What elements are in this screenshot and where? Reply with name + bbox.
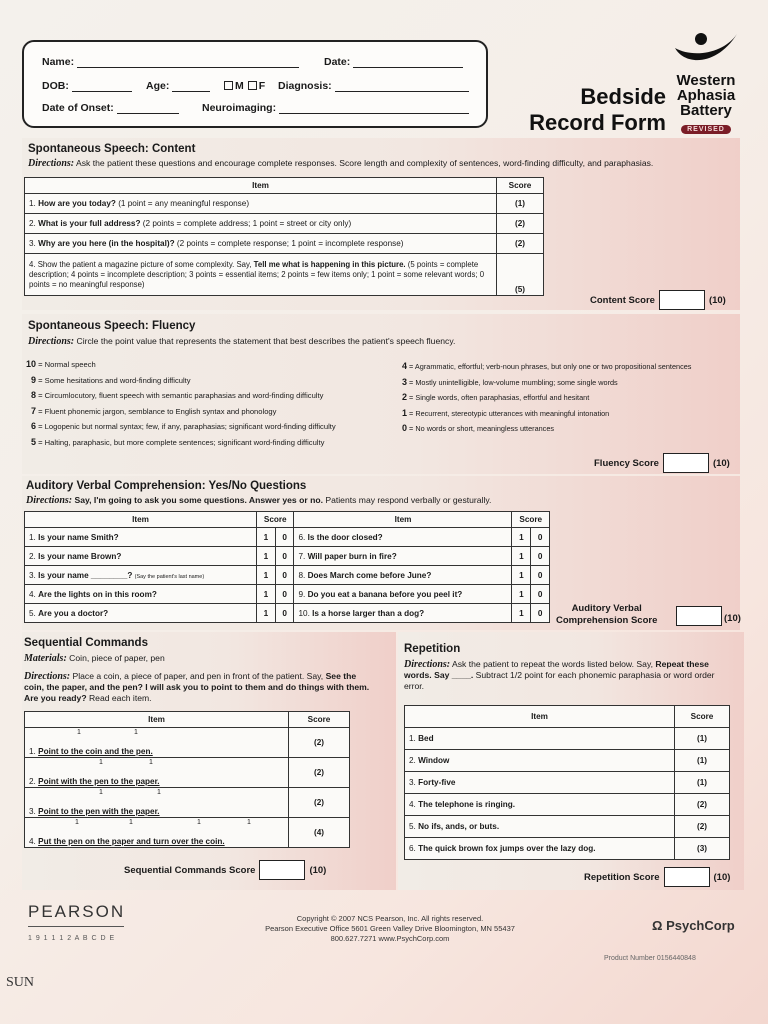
handwritten-mark: SUN: [6, 975, 35, 990]
pearson-underline: [28, 926, 124, 927]
fluency-option[interactable]: 0 = No words or short, meaningless utterances: [402, 423, 555, 433]
sequential-title: Sequential Commands: [24, 637, 148, 649]
sequential-score-box[interactable]: [259, 860, 305, 880]
sequential-materials: Materials: Coin, piece of paper, pen: [24, 653, 165, 664]
fluency-scale-left: [26, 357, 336, 450]
col-item-header: Item: [25, 178, 497, 194]
repetition-score-box[interactable]: [664, 867, 710, 887]
revised-badge: REVISED: [681, 125, 731, 134]
fluency-option[interactable]: 1 = Recurrent, stereotypic utterances with meaningful intonation: [402, 407, 610, 418]
fluency-option[interactable]: 4 = Agrammatic, effortful; verb-noun phrases, but only one or two propositional sentences: [402, 361, 692, 371]
fluency-score-box[interactable]: [663, 453, 709, 473]
sex-field[interactable]: M F: [220, 80, 265, 92]
content-directions: Directions: Ask the patient these questions and encourage complete responses. Score length and complexity of sentences, word-finding difficulty, and paraphasias.: [28, 158, 654, 169]
table-row: 1. How are you today? (1 point = any meaningful response) (1): [25, 194, 544, 214]
table-row: 3. Forty-five (1): [405, 772, 730, 794]
table-row: 1 1 1 1 4. Put the pen on the paper and turn over the coin. (4): [25, 818, 350, 848]
auditory-directions: Directions: Say, I'm going to ask you some questions. Answer yes or no. Patients may respond verbally or gesturally.: [26, 495, 492, 506]
table-row: 3. Is your name ________? (Say the patient's last name) 1 0 8. Does March come before June? 1 0: [25, 566, 550, 585]
psychcorp-logo: Ω PsychCorp: [652, 918, 735, 933]
table-row: 4. Are the lights on in this room? 1 0 9. Do you eat a banana before you peel it? 1 0: [25, 585, 550, 604]
table-row: 1 1 3. Point to the pen with the paper. (2): [25, 788, 350, 818]
sequential-table: Item Score 1 1 1. Point to the coin and the pen. (2) 1 1 2. Point with the pen to the paper. (2) 1 1 3. Point to the pen with the paper. (2) 1 1 1 1 4. Put the pen on the paper and turn over the coin. (4): [24, 711, 350, 848]
name-field[interactable]: Name:: [42, 56, 299, 68]
fluency-option[interactable]: 7 = Fluent phonemic jargon, semblance to English syntax and phonology: [31, 405, 277, 416]
table-row: 2. Is your name Brown? 1 0 7. Will paper burn in fire? 1 0: [25, 547, 550, 566]
product-number: Product Number 0156440848: [604, 955, 696, 962]
repetition-table: Item Score 1. Bed (1) 2. Window (1) 3. Forty-five (1) 4. The telephone is ringing. (2) 5. No ifs, ands, or buts. (2) 6. The quick brown fox jumps over the lazy dog. (3): [404, 705, 730, 860]
dob-field[interactable]: DOB:: [42, 80, 132, 92]
fluency-title: Spontaneous Speech: Fluency: [28, 320, 196, 332]
fluency-directions: Directions: Circle the point value that represents the statement that best describes the patient's speech fluency.: [28, 336, 456, 347]
repetition-score: Repetition Score (10): [584, 867, 730, 887]
copyright-block: Copyright © 2007 NCS Pearson, Inc. All rights reserved. Pearson Executive Office 5601 Green Valley Drive Bloomington, MN 55437 800.627.7271 www.PsychCorp.com: [265, 914, 515, 943]
auditory-score-label: Auditory Verbal Comprehension Score: [556, 603, 658, 626]
onset-field[interactable]: Date of Onset:: [42, 102, 179, 114]
content-score-box[interactable]: [659, 290, 705, 310]
content-table: [24, 177, 544, 296]
fluency-option[interactable]: 3 = Mostly unintelligible, low-volume mumbling; some single words: [402, 376, 618, 387]
fluency-option[interactable]: 8 = Circumlocutory, fluent speech with semantic paraphasias and word-finding difficulty: [31, 390, 324, 400]
male-checkbox[interactable]: [224, 81, 233, 90]
repetition-title: Repetition: [404, 643, 461, 655]
table-row: 4. Show the patient a magazine picture of some complexity. Say, Tell me what is happening in this picture. (5 points = complete description; 4 points = incomplete description; 3 points = essential items; 2 points = few items only; 1 point = some relevant words; 0 points = no meaningful response) (5): [25, 254, 544, 296]
auditory-score-box[interactable]: [676, 606, 722, 626]
table-row: 1. Bed (1): [405, 728, 730, 750]
age-field[interactable]: Age:: [146, 80, 210, 92]
auditory-table: Item Score Item Score 1. Is your name Smith? 1 0 6. Is the door closed? 1 0 2. Is your name Brown? 1 0 7. Will paper burn in fire? 1 0 3. Is your name ________? (Say the patient's last name) 1 0 8. Does March come before June? 1 0 4. Are the lights on in this room? 1 0 9. Do you eat a banana before you peel it? 1 0 5. Are you a doctor? 1 0 10. Is a horse larger than a dog? 1 0: [24, 511, 550, 623]
pearson-logo: PEARSON 1 9 1 1 1 2 A B C D E: [28, 902, 126, 942]
table-row: 3. Why are you here (in the hospital)? (2 points = complete response; 1 point = incomplete response) (2): [25, 234, 544, 254]
fluency-option[interactable]: 9 = Some hesitations and word-finding difficulty: [31, 374, 191, 385]
fluency-option[interactable]: 2 = Single words, often paraphasias, effortful and hesitant: [402, 392, 590, 402]
table-row: 6. The quick brown fox jumps over the lazy dog. (3): [405, 838, 730, 860]
sequential-directions: Directions: Place a coin, a piece of paper, and pen in front of the patient. Say, See the coin, the paper, and the pen? I will ask you to point to them and do things with them. Are you ready? Read each item.: [24, 671, 370, 703]
col-score-header: Score: [497, 178, 544, 194]
fluency-option[interactable]: 10 = Normal speech: [26, 359, 96, 369]
psychcorp-icon: Ω: [652, 918, 663, 933]
table-row: 4. The telephone is ringing. (2): [405, 794, 730, 816]
table-row: 5. Are you a doctor? 1 0 10. Is a horse larger than a dog? 1 0: [25, 604, 550, 623]
content-score: Content Score (10): [590, 290, 726, 310]
table-row: 2. What is your full address? (2 points = complete address; 1 point = street or city only) (2): [25, 214, 544, 234]
diagnosis-field[interactable]: Diagnosis:: [278, 80, 469, 92]
female-checkbox[interactable]: [248, 81, 257, 90]
table-row: 1 1 1. Point to the coin and the pen. (2): [25, 728, 350, 758]
neuroimaging-field[interactable]: Neuroimaging:: [202, 102, 469, 114]
fluency-scale-right: [402, 359, 691, 437]
fluency-option[interactable]: 6 = Logopenic but normal syntax; few, if any, paraphasias; significant word-finding difficulty: [31, 421, 336, 431]
wab-logo: Western Aphasia Battery REVISED: [666, 30, 746, 136]
form-title: Bedside Record Form: [529, 84, 666, 135]
wab-logo-icon: [671, 30, 741, 68]
table-row: 1 1 2. Point with the pen to the paper. (2): [25, 758, 350, 788]
fluency-score: Fluency Score (10): [594, 453, 730, 473]
table-row: 1. Is your name Smith? 1 0 6. Is the door closed? 1 0: [25, 528, 550, 547]
patient-info-box: [22, 40, 488, 128]
table-row: 5. No ifs, ands, or buts. (2): [405, 816, 730, 838]
content-title: Spontaneous Speech: Content: [28, 143, 196, 155]
fluency-option[interactable]: 5 = Halting, paraphasic, but more complete sentences; significant word-finding difficulty: [31, 436, 325, 447]
repetition-directions: Directions: Ask the patient to repeat the words listed below. Say, Repeat these words. Say ____. Subtract 1/2 point for each phonemic paraphasia or word order error.: [404, 659, 715, 691]
sequential-score: Sequential Commands Score (10): [124, 860, 326, 880]
date-field[interactable]: Date:: [324, 56, 463, 68]
table-row: 2. Window (1): [405, 750, 730, 772]
auditory-title: Auditory Verbal Comprehension: Yes/No Questions: [26, 480, 307, 492]
